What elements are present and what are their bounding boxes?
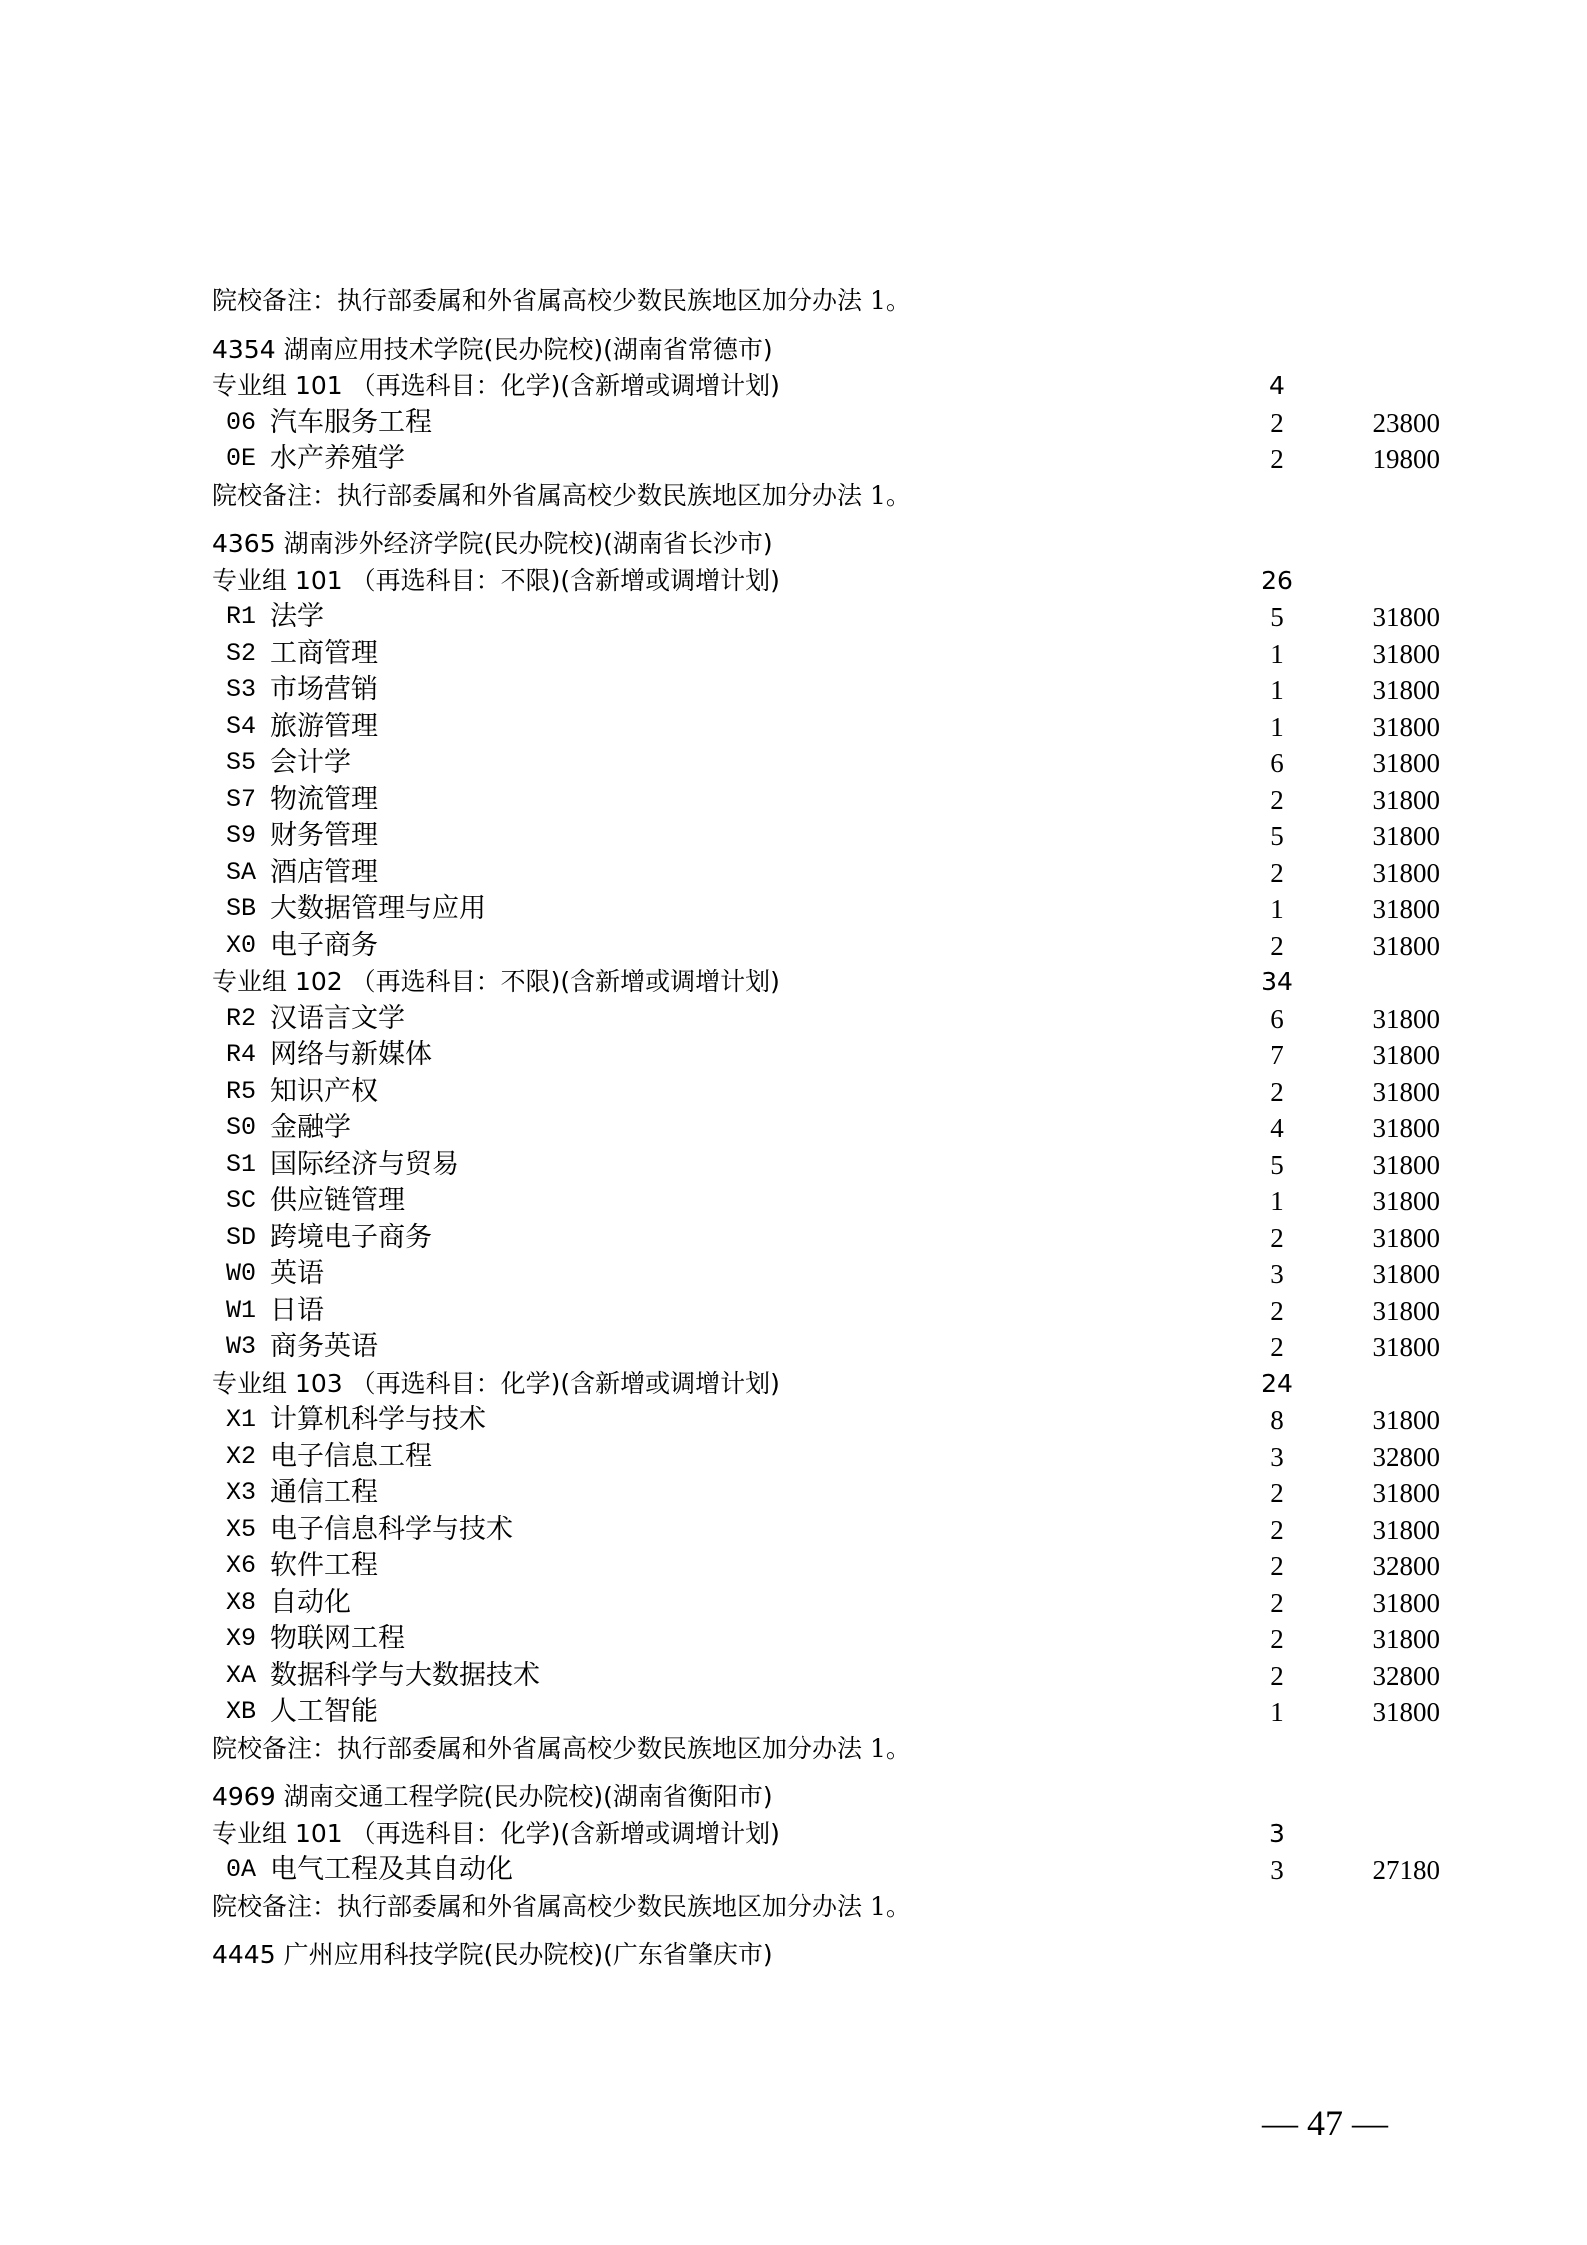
school-heading: 4365 湖南涉外经济学院(民办院校)(湖南省长沙市) (212, 529, 773, 558)
major-row (212, 1512, 1452, 1548)
major-row (212, 928, 1452, 964)
major-code: R4 (226, 1040, 257, 1069)
major-tuition-fee: 31800 (1372, 675, 1440, 705)
major-plan-count: 1 (1270, 639, 1284, 669)
major-name: 电子信息科学与技术 (270, 1514, 513, 1545)
major-plan-count: 2 (1270, 1077, 1284, 1107)
major-tuition-fee: 31800 (1372, 1588, 1440, 1618)
major-code: 0E (226, 444, 257, 473)
major-plan-count: 2 (1270, 444, 1284, 474)
group-plan-count: 3 (1269, 1819, 1285, 1848)
major-row (212, 855, 1452, 891)
major-tuition-fee: 31800 (1372, 1150, 1440, 1180)
major-row (212, 1220, 1452, 1256)
major-group-heading (212, 563, 1452, 599)
major-name: 知识产权 (270, 1076, 378, 1107)
major-name: 金融学 (270, 1112, 351, 1143)
group-title: 专业组 101 （再选科目：化学)(含新增或调增计划) (212, 1819, 780, 1848)
major-tuition-fee: 32800 (1372, 1551, 1440, 1581)
major-name: 汽车服务工程 (270, 407, 432, 438)
major-row (212, 1548, 1452, 1584)
major-code: SA (226, 858, 257, 887)
major-code: X2 (226, 1442, 257, 1471)
major-row (212, 1402, 1452, 1438)
school-note: 院校备注：执行部委属和外省属高校少数民族地区加分办法 1。 (212, 481, 911, 510)
major-name: 旅游管理 (270, 711, 378, 742)
major-name: 会计学 (270, 747, 351, 778)
major-tuition-fee: 31800 (1372, 785, 1440, 815)
major-plan-count: 2 (1270, 1624, 1284, 1654)
major-plan-count: 4 (1270, 1113, 1284, 1143)
major-plan-count: 2 (1270, 858, 1284, 888)
school-note: 院校备注：执行部委属和外省属高校少数民族地区加分办法 1。 (212, 1734, 911, 1763)
major-row (212, 1147, 1452, 1183)
major-name: 自动化 (270, 1587, 351, 1618)
major-code: R5 (226, 1077, 257, 1106)
major-tuition-fee: 31800 (1372, 1405, 1440, 1435)
major-row (212, 1475, 1452, 1511)
major-plan-count: 3 (1270, 1259, 1284, 1289)
major-code: X0 (226, 931, 257, 960)
major-code: S1 (226, 1150, 257, 1179)
group-title: 专业组 103 （再选科目：化学)(含新增或调增计划) (212, 1369, 780, 1398)
major-code: XA (226, 1661, 257, 1690)
major-row (212, 1621, 1452, 1657)
major-row (212, 1439, 1452, 1475)
major-plan-count: 1 (1270, 712, 1284, 742)
major-row (212, 1329, 1452, 1365)
major-code: X6 (226, 1551, 257, 1580)
major-plan-count: 1 (1270, 894, 1284, 924)
major-code: 0A (226, 1855, 257, 1884)
major-plan-count: 2 (1270, 408, 1284, 438)
major-plan-count: 1 (1270, 1697, 1284, 1727)
major-plan-count: 2 (1270, 1551, 1284, 1581)
major-name: 通信工程 (270, 1477, 378, 1508)
major-name: 电子信息工程 (270, 1441, 432, 1472)
major-name: 市场营销 (270, 674, 378, 705)
major-name: 商务英语 (270, 1331, 378, 1362)
major-name: 工商管理 (270, 638, 378, 669)
major-tuition-fee: 31800 (1372, 1296, 1440, 1326)
major-plan-count: 2 (1270, 931, 1284, 961)
major-code: W0 (226, 1259, 257, 1288)
major-plan-count: 5 (1270, 602, 1284, 632)
major-code: R1 (226, 602, 257, 631)
major-row (212, 599, 1452, 635)
major-tuition-fee: 31800 (1372, 602, 1440, 632)
major-name: 网络与新媒体 (270, 1039, 432, 1070)
major-plan-count: 6 (1270, 1004, 1284, 1034)
major-plan-count: 2 (1270, 1332, 1284, 1362)
major-name: 酒店管理 (270, 857, 378, 888)
major-tuition-fee: 31800 (1372, 1478, 1440, 1508)
major-row (212, 891, 1452, 927)
major-name: 日语 (270, 1295, 324, 1326)
major-row (212, 636, 1452, 672)
school-heading: 4969 湖南交通工程学院(民办院校)(湖南省衡阳市) (212, 1782, 773, 1811)
major-tuition-fee: 27180 (1372, 1855, 1440, 1885)
major-code: S7 (226, 785, 257, 814)
major-row (212, 1001, 1452, 1037)
major-tuition-fee: 19800 (1372, 444, 1440, 474)
major-name: 财务管理 (270, 820, 378, 851)
major-code: X8 (226, 1588, 257, 1617)
major-plan-count: 2 (1270, 1296, 1284, 1326)
major-tuition-fee: 31800 (1372, 712, 1440, 742)
major-code: SC (226, 1186, 257, 1215)
major-code: XB (226, 1697, 257, 1726)
major-code: SB (226, 894, 257, 923)
major-row (212, 1852, 1452, 1888)
major-row (212, 709, 1452, 745)
major-plan-count: 2 (1270, 1223, 1284, 1253)
major-plan-count: 2 (1270, 1478, 1284, 1508)
major-code: S2 (226, 639, 257, 668)
school-heading: 4445 广州应用科技学院(民办院校)(广东省肇庆市) (212, 1940, 773, 1969)
major-plan-count: 5 (1270, 821, 1284, 851)
major-code: SD (226, 1223, 257, 1252)
major-tuition-fee: 31800 (1372, 1004, 1440, 1034)
major-code: S3 (226, 675, 257, 704)
major-code: 06 (226, 408, 257, 437)
major-plan-count: 3 (1270, 1855, 1284, 1885)
major-tuition-fee: 32800 (1372, 1661, 1440, 1691)
major-code: X5 (226, 1515, 257, 1544)
major-plan-count: 2 (1270, 1515, 1284, 1545)
major-name: 水产养殖学 (270, 443, 405, 474)
major-code: R2 (226, 1004, 257, 1033)
group-plan-count: 24 (1261, 1369, 1293, 1398)
major-name: 电气工程及其自动化 (270, 1854, 513, 1885)
major-group-heading (212, 1366, 1452, 1402)
group-title: 专业组 101 （再选科目：化学)(含新增或调增计划) (212, 371, 780, 400)
major-row (212, 1658, 1452, 1694)
major-plan-count: 7 (1270, 1040, 1284, 1070)
major-name: 人工智能 (270, 1696, 378, 1727)
major-code: S9 (226, 821, 257, 850)
major-name: 跨境电子商务 (270, 1222, 432, 1253)
major-tuition-fee: 31800 (1372, 894, 1440, 924)
major-plan-count: 1 (1270, 675, 1284, 705)
major-tuition-fee: 31800 (1372, 639, 1440, 669)
major-tuition-fee: 31800 (1372, 1040, 1440, 1070)
major-row (212, 1694, 1452, 1730)
group-plan-count: 34 (1261, 967, 1293, 996)
major-code: S0 (226, 1113, 257, 1142)
major-tuition-fee: 31800 (1372, 1223, 1440, 1253)
major-plan-count: 8 (1270, 1405, 1284, 1435)
major-code: S4 (226, 712, 257, 741)
major-tuition-fee: 31800 (1372, 1259, 1440, 1289)
major-tuition-fee: 31800 (1372, 1113, 1440, 1143)
major-code: W1 (226, 1296, 257, 1325)
major-plan-count: 1 (1270, 1186, 1284, 1216)
group-title: 专业组 101 （再选科目：不限)(含新增或调增计划) (212, 566, 780, 595)
major-tuition-fee: 31800 (1372, 1186, 1440, 1216)
major-code: X9 (226, 1624, 257, 1653)
major-name: 国际经济与贸易 (270, 1149, 459, 1180)
major-tuition-fee: 31800 (1372, 748, 1440, 778)
major-row (212, 782, 1452, 818)
major-group-heading (212, 1816, 1452, 1852)
major-group-heading (212, 964, 1452, 1000)
major-row (212, 1293, 1452, 1329)
major-name: 数据科学与大数据技术 (270, 1660, 540, 1691)
major-tuition-fee: 23800 (1372, 408, 1440, 438)
major-row (212, 1074, 1452, 1110)
school-note: 院校备注：执行部委属和外省属高校少数民族地区加分办法 1。 (212, 1892, 911, 1921)
major-name: 物联网工程 (270, 1623, 405, 1654)
major-tuition-fee: 31800 (1372, 858, 1440, 888)
major-plan-count: 3 (1270, 1442, 1284, 1472)
major-row (212, 1183, 1452, 1219)
major-tuition-fee: 31800 (1372, 1077, 1440, 1107)
major-name: 物流管理 (270, 784, 378, 815)
group-title: 专业组 102 （再选科目：不限)(含新增或调增计划) (212, 967, 780, 996)
major-row (212, 1110, 1452, 1146)
major-tuition-fee: 31800 (1372, 1624, 1440, 1654)
major-row (212, 1585, 1452, 1621)
major-tuition-fee: 31800 (1372, 1697, 1440, 1727)
major-name: 汉语言文学 (270, 1003, 405, 1034)
group-plan-count: 4 (1269, 371, 1285, 400)
major-row (212, 441, 1452, 477)
major-name: 软件工程 (270, 1550, 378, 1581)
major-code: S5 (226, 748, 257, 777)
major-row (212, 745, 1452, 781)
major-plan-count: 2 (1270, 785, 1284, 815)
major-row (212, 1256, 1452, 1292)
major-row (212, 672, 1452, 708)
page-number: — 47 — (1262, 2103, 1388, 2143)
major-tuition-fee: 31800 (1372, 821, 1440, 851)
major-tuition-fee: 32800 (1372, 1442, 1440, 1472)
major-name: 英语 (270, 1258, 324, 1289)
major-name: 大数据管理与应用 (270, 893, 486, 924)
major-tuition-fee: 31800 (1372, 1515, 1440, 1545)
major-plan-count: 2 (1270, 1661, 1284, 1691)
group-plan-count: 26 (1261, 566, 1293, 595)
major-name: 电子商务 (270, 930, 378, 961)
school-heading: 4354 湖南应用技术学院(民办院校)(湖南省常德市) (212, 335, 773, 364)
major-code: W3 (226, 1332, 257, 1361)
major-plan-count: 2 (1270, 1588, 1284, 1618)
major-name: 法学 (270, 601, 324, 632)
major-tuition-fee: 31800 (1372, 931, 1440, 961)
major-row (212, 405, 1452, 441)
major-code: X1 (226, 1405, 257, 1434)
major-group-heading (212, 368, 1452, 404)
major-row (212, 1037, 1452, 1073)
school-note: 院校备注：执行部委属和外省属高校少数民族地区加分办法 1。 (212, 286, 911, 315)
major-row (212, 818, 1452, 854)
major-code: X3 (226, 1478, 257, 1507)
major-plan-count: 6 (1270, 748, 1284, 778)
major-tuition-fee: 31800 (1372, 1332, 1440, 1362)
major-name: 供应链管理 (270, 1185, 405, 1216)
major-name: 计算机科学与技术 (270, 1404, 486, 1435)
major-plan-count: 5 (1270, 1150, 1284, 1180)
